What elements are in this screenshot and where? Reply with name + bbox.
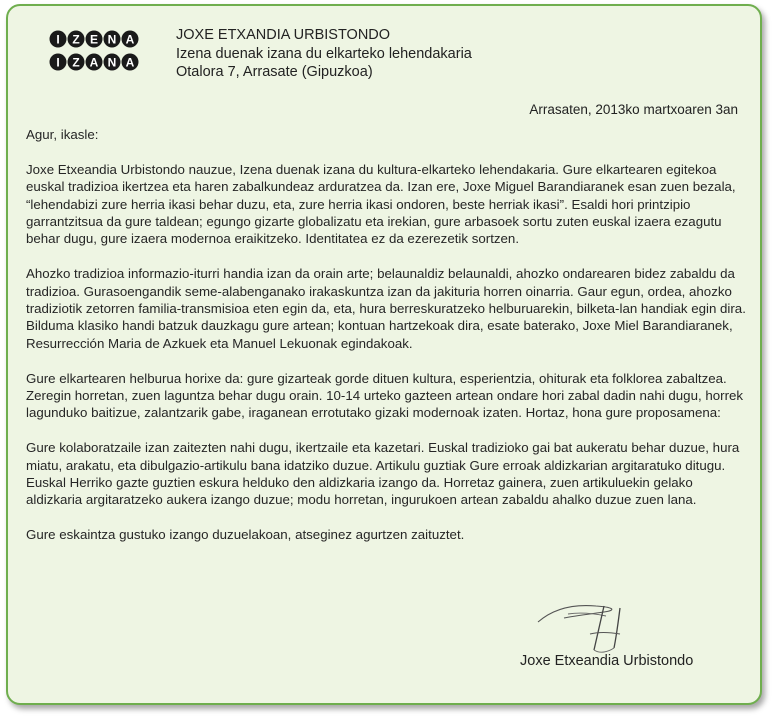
logo-letter: A — [125, 32, 135, 47]
letter-body — [26, 126, 746, 561]
logo-letter: Z — [72, 32, 80, 47]
logo-letter: A — [125, 55, 135, 70]
paragraph-2: Ahozko tradizioa informazio-iturri handia izan da orain arte; belaunaldiz belaunaldi, ahozko ondarearen bidez zabaldu da tradizioa. Gurasoengandik seme-alabenganako irakaskuntza izan da jakituria horren oinarria. Gaur egun, ordea, ahozko tradiziotik zetorren familia-transmisioa eten egin da, eta, hura berreskuratzeko helburuarekin, bilketa-lan handiak egin dira. Bilduma klasiko handi batzuk dauzkagu gure artean; kontuan hartzekoak dira, esate baterako, Joxe Miel Barandiaranek, Resurrección Maria de Azkuek eta Manuel Lekuonak egindakoak. — [26, 266, 746, 351]
sender-block — [176, 26, 472, 82]
logo-letter: I — [56, 55, 60, 70]
logo-letter: I — [56, 32, 60, 47]
signature-scribble — [534, 594, 654, 656]
letter-date: Arrasaten, 2013ko martxoaren 3an — [529, 102, 738, 117]
sender-role: Izena duenak izana du elkarteko lehendakaria — [176, 45, 472, 62]
logo-letter: N — [107, 55, 117, 70]
logo-letter: N — [107, 32, 117, 47]
signature-name: Joxe Etxeandia Urbistondo — [520, 653, 694, 669]
greeting: Agur, ikasle: — [26, 127, 99, 142]
logo-letter: E — [89, 32, 99, 47]
paragraph-3: Gure elkartearen helburua horixe da: gure gizarteak gorde dituen kultura, esperientzia, ohiturak eta folklorea zabaltzea. Zeregin horretan, zuen laguntza behar dugu orain. 10-14 urteko gazteen artean ondare hori zabal dadin nahi dugu, horrek lagunduko baitizue, zalantzarik gabe, iraganean errotutako gizaki modernoak izaten. Hortaz, hona gure proposamena: — [26, 370, 744, 421]
paragraph-4: Gure kolaboratzaile izan zaitezten nahi dugu, ikertzaile eta kazetari. Euskal tradizioko gai bat aukeratu behar duzue, hura miatu, arakatu, eta dibulgazio-artikulu bana idatziko duzue. Artikulu guztiak Gure erroak aldizkarian argitaratuko ditugu. Euskal Herriko gazte guztien eskura helduko den aldizkaria izango da. Horretaz gainera, zuen artikuluekin gelako aldizkaria argitaratzeko aukera izango duzue; modu horretan, ingurukoen artean zabaldu ahalko duzue zuen lana. — [26, 440, 740, 508]
logo-letter: Z — [72, 55, 80, 70]
izena-izana-logo — [48, 28, 140, 74]
sender-address: Otalora 7, Arrasate (Gipuzkoa) — [176, 64, 373, 80]
paragraph-1: Joxe Etxeandia Urbistondo nauzue, Izena duenak izana du kultura-elkarteko lehendakaria. Gure elkartearen egitekoa euskal tradizioa ikertzea eta haren zabalkundeaz arduratzea da. Izan ere, Joxe Miguel Barandiaranek esan zuen bezala, “lehendabizi zure herria ikasi behar duzu, eta, zure herria ikasi ondoren, beste herriak ikasi”. Esaldi hori printzipio garrantzitsua da gure taldean; egungo gizarte globalizatu eta irekian, gure arbasoek sortu zuten euskal izaera ezagutu behar dugu, gure izaera modernoa eraikitzeko. Identitatea ez da ezerezetik sortzen. — [26, 161, 736, 247]
sender-name: JOXE ETXANDIA URBISTONDO — [176, 27, 391, 43]
closing-paragraph: Gure eskaintza gustuko izango duzuelakoan, atseginez agurtzen zaituztet. — [26, 527, 465, 543]
logo-letter: A — [89, 55, 99, 70]
letter-card — [6, 4, 762, 705]
